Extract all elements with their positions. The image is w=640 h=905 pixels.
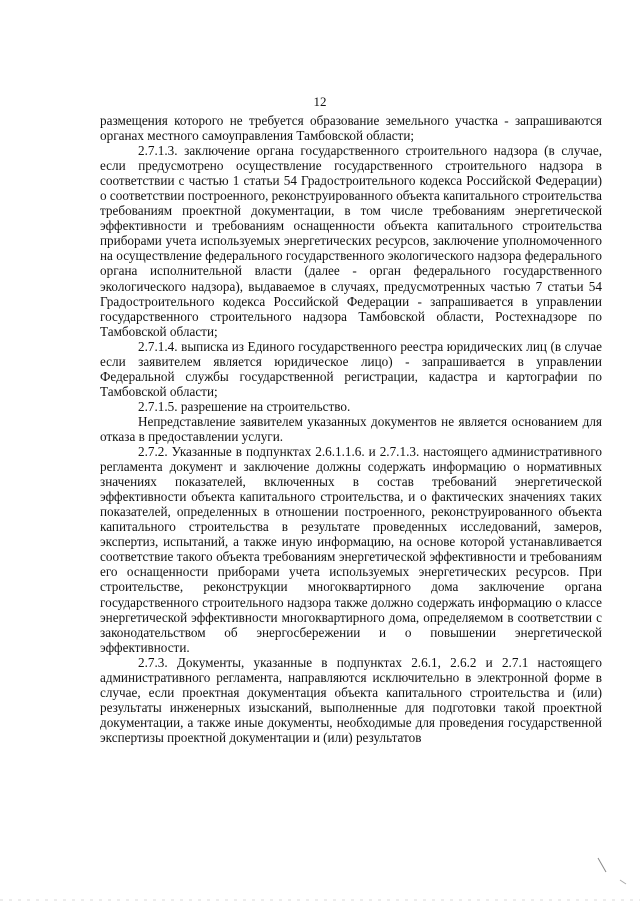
paragraph-2-7-1-3: 2.7.1.3. заключение органа государственного строительного надзора (в случае, если предусмотрено осуществление государственного строительного надзора в соответствии с частью 1 статьи 54 Градостроительного кодекса Российской Федерации) о соответствии построенного, реконструированного объекта капитального строительства требованиям проектной документации, в том числе требованиям энергетической эффективности и требованиям оснащенности объекта капитального строительства приборами учета используемых энергетических ресурсов, заключение уполномоченного на осуществление федерального государственного экологического надзора федерального органа исполнительной власти (далее - орган федерального государственного экологического надзора), выдаваемое в случаях, предусмотренных частью 7 статьи 54 Градостроительного кодекса Российской Федерации - запрашивается в управлении государственного строительного надзора Тамбовской области, Ростехнадзоре по Тамбовской области; (100, 143, 602, 339)
paragraph-2-7-1-5: 2.7.1.5. разрешение на строительство. (138, 398, 351, 414)
paragraph-continuation: размещения которого не требуется образование земельного участка - запрашиваются органах местного самоуправления Тамбовской области; (100, 113, 602, 144)
document-body (100, 113, 602, 745)
paragraph-2-7-1-4: 2.7.1.4. выписка из Единого государственного реестра юридических лиц (в случае если заявителем является юридическое лицо) - запрашивается в управлении Федеральной службы государственной регистрации, кадастра и картографии по Тамбовской области; (100, 338, 602, 399)
paragraph-2-7-2: 2.7.2. Указанные в подпунктах 2.6.1.1.6. и 2.7.1.3. настоящего административного регламента документ и заключение должны содержать информацию о нормативных значениях показателей, включенных в состав требований энергетической эффективности объекта капитального строительства, и о фактических значениях таких показателей, определенных в отношении построенного, реконструированного объекта капитального строительства в результате проведенных исследований, замеров, экспертиз, испытаний, а также иную информацию, на основе которой устанавливается соответствие такого объекта требованиям энергетической эффективности и требованиям его оснащенности приборами учета используемых энергетических ресурсов. При строительстве, реконструкции многоквартирного дома заключение органа государственного строительного надзора также должно содержать информацию о классе энергетической эффективности многоквартирного дома, определяемом в соответствии с законодательством об энергосбережении и о повышении энергетической эффективности. (100, 444, 602, 655)
page-number: 12 (313, 94, 327, 109)
paragraph-non-submission: Непредставление заявителем указанных документов не является основанием для отказа в предоставлении услуги. (100, 413, 602, 444)
paragraph-2-7-3: 2.7.3. Документы, указанные в подпунктах 2.6.1, 2.6.2 и 2.7.1 настоящего административного регламента, направляются исключительно в электронной форме в случае, если проектная документация объекта капитального строительства и (или) результаты инженерных изысканий, выполненные для подготовки такой проектной документации, а также иные документы, необходимые для проведения государственной экспертизы проектной документации и (или) результатов (100, 654, 602, 745)
